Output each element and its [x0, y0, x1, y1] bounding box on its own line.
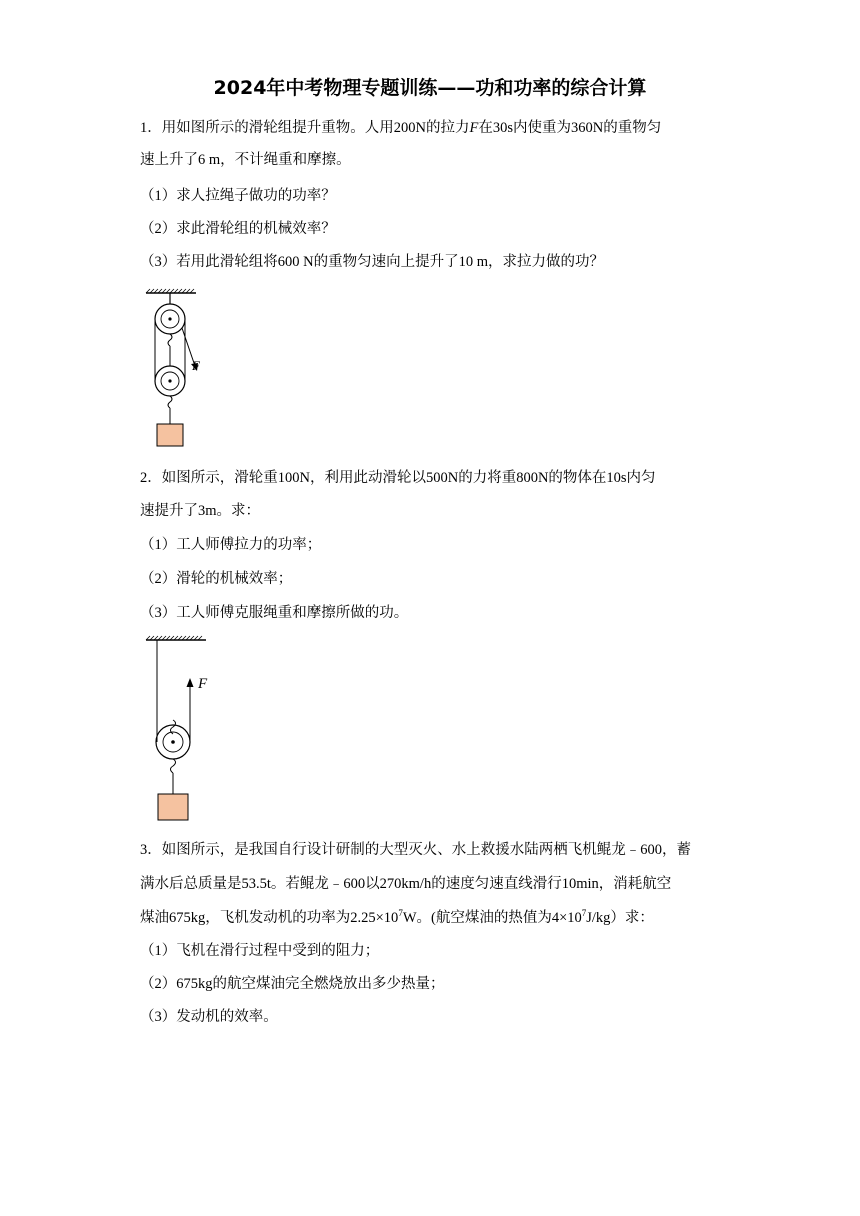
q3-subquestion-2: （2）675kg的航空煤油完全燃烧放出多少热量； — [140, 976, 445, 992]
q3-stem-line-1: 3．如图所示，是我国自行设计研制的大型灭火、水上救援水陆两栖飞机鲲龙﹣600，蓄 — [140, 842, 691, 858]
q3-stem-text-b: W。(航空煤油的热值为4×10 — [402, 910, 582, 926]
q3-stem-line-2: 满水后总质量是53.5t。若鲲龙﹣600以270km/h的速度匀速直线滑行10min，消耗航空 — [140, 876, 672, 892]
q3-stem-text-c: J/kg）求： — [586, 910, 654, 926]
q2-subquestion-3: （3）工人师傅克服绳重和摩擦所做的功。 — [140, 605, 409, 621]
q1-pulley-block-figure — [140, 288, 220, 450]
q1-subquestion-1: （1）求人拉绳子做功的功率？ — [140, 188, 336, 204]
q1-stem-line-2: 速上升了6 m，不计绳重和摩擦。 — [140, 152, 351, 168]
q3-power-exponent: 7 — [398, 908, 403, 919]
q3-stem-line-3 — [140, 907, 730, 929]
q3-subquestion-3: （3）发动机的效率。 — [140, 1009, 278, 1025]
q1-subquestion-2: （2）求此滑轮组的机械效率？ — [140, 221, 336, 237]
q2-subquestion-1: （1）工人师傅拉力的功率； — [140, 537, 322, 553]
page-title: 2024年中考物理专题训练——功和功率的综合计算 — [213, 77, 647, 99]
q1-stem-text-b: 在30s内使重为360N的重物匀 — [478, 120, 662, 136]
q2-stem-line-2: 速提升了3m。求： — [140, 503, 261, 519]
q2-subquestion-2: （2）滑轮的机械效率； — [140, 571, 293, 587]
q3-subquestion-1: （1）飞机在滑行过程中受到的阻力； — [140, 943, 380, 959]
q3-stem-text-a: 煤油675kg，飞机发动机的功率为2.25×10 — [140, 910, 399, 926]
q1-stem-text-a: 1．用如图所示的滑轮组提升重物。人用200N的拉力 — [140, 120, 470, 136]
q1-stem-line-1 — [140, 117, 730, 139]
q2-movable-pulley-figure — [140, 634, 220, 826]
q3-heat-value-exponent: 7 — [581, 908, 587, 919]
q1-subquestion-3: （3）若用此滑轮组将600 N的重物匀速向上提升了10 m，求拉力做的功？ — [140, 254, 604, 270]
q1-figure-force-label: F — [192, 358, 200, 373]
q2-stem-line-1: 2．如图所示，滑轮重100N，利用此动滑轮以500N的力将重800N的物体在10s内匀 — [140, 470, 656, 486]
q1-force-symbol: F — [469, 120, 479, 136]
q2-figure-force-label: F — [198, 676, 208, 692]
